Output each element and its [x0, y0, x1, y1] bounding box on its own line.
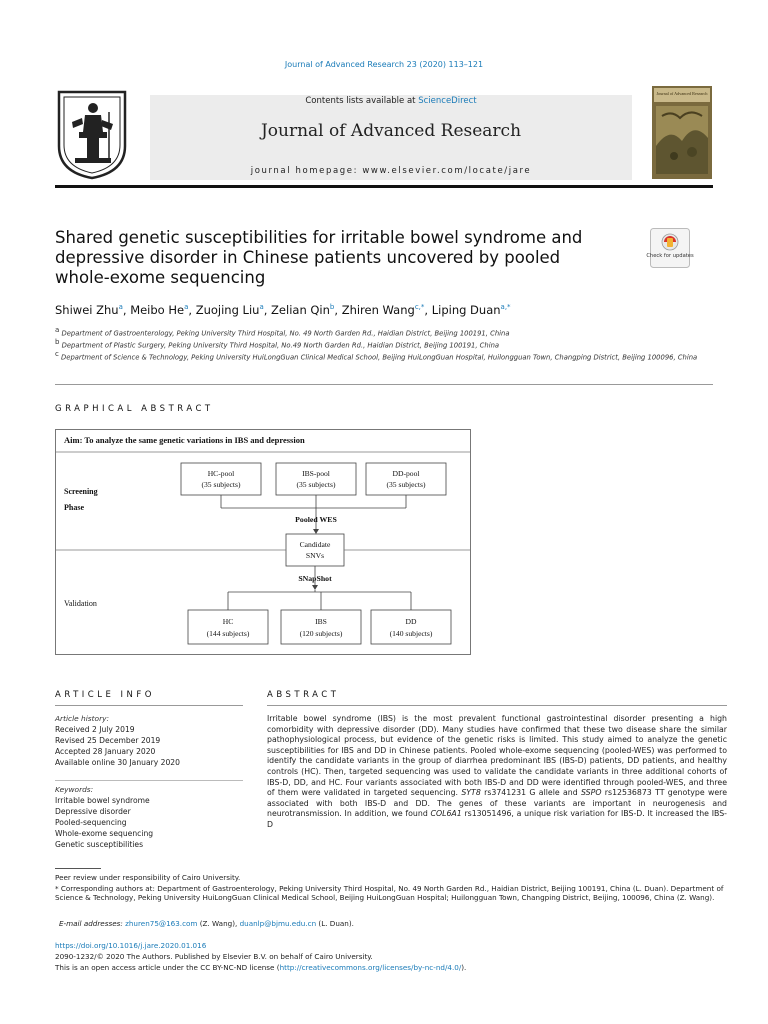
journal-reference-link[interactable]: Journal of Advanced Research 23 (2020) 113–121 — [284, 60, 484, 69]
contents-prefix: Contents lists available at — [305, 96, 419, 106]
gene-name: SSPO — [581, 788, 602, 798]
affiliation-b — [55, 338, 725, 351]
author-separator: , — [424, 303, 432, 317]
ga-ibs-pool-count: (35 subjects) — [296, 480, 336, 489]
email-link-duan[interactable]: duanlp@bjmu.edu.cn — [239, 919, 317, 928]
ga-ibs-cohort-count: (120 subjects) — [299, 629, 343, 638]
ga-screening-label: Screening — [64, 487, 98, 496]
license-line — [55, 963, 727, 972]
ga-candidate-box — [286, 534, 344, 566]
keywords-rule — [55, 780, 243, 781]
gene-name: COL6A1 — [430, 809, 462, 819]
author-name: Zelian Qin — [271, 303, 330, 317]
ga-dd-pool-label: DD-pool — [392, 469, 420, 478]
ga-hc-cohort-box — [188, 610, 268, 644]
article-info-rule — [55, 705, 243, 706]
affiliation-c — [55, 350, 725, 363]
keyword: Pooled-sequencing — [55, 818, 127, 827]
history-accepted: Accepted 28 January 2020 — [55, 747, 156, 756]
author-name: Zhiren Wang — [341, 303, 415, 317]
check-badge-text: Check for updates — [646, 253, 694, 259]
ga-ibs-pool-label: IBS-pool — [302, 469, 330, 478]
author-separator: , — [263, 303, 272, 317]
author-name: Zuojing Liu — [195, 303, 260, 317]
ga-validation-label: Validation — [64, 599, 97, 608]
ga-dd-cohort-box — [371, 610, 451, 644]
history-revised: Revised 25 December 2019 — [55, 736, 161, 745]
abstract-heading: ABSTRACT — [267, 690, 340, 700]
doi-link[interactable]: https://doi.org/10.1016/j.jare.2020.01.016 — [55, 941, 207, 950]
ga-hc-cohort-count: (144 subjects) — [206, 629, 250, 638]
ga-ibs-cohort-box — [281, 610, 361, 644]
author-affiliation-link[interactable]: a — [184, 303, 189, 312]
journal-cover-image — [652, 86, 712, 179]
author-affiliation-link[interactable]: a — [259, 303, 264, 312]
keyword: Genetic susceptibilities — [55, 840, 144, 849]
gene-name: SYT8 — [461, 788, 481, 798]
article-info-heading: ARTICLE INFO — [55, 690, 155, 700]
affiliation-text: Department of Science & Technology, Peking University HuiLongGuan Clinical Medical School, Beijing HuiLongGuan Hospital, Huilongguan Town, Changping District, Beijing 100096, China — [61, 353, 698, 362]
author-affiliation-link[interactable]: a — [118, 303, 123, 312]
sciencedirect-link[interactable]: ScienceDirect — [418, 96, 477, 106]
ga-dd-cohort-count: (140 subjects) — [389, 629, 433, 638]
affiliation-marker: b — [55, 338, 60, 346]
email-owner: (L. Duan). — [316, 919, 354, 928]
email-label: E-mail addresses: — [59, 919, 126, 928]
divider — [55, 384, 713, 385]
keyword: Whole-exome sequencing — [55, 829, 154, 838]
affiliation-text: Department of Gastroenterology, Peking University Third Hospital, No. 49 North Garden Rd., Haidian District, Beijing 100191, China — [61, 329, 510, 338]
ga-dd-cohort-label: DD — [405, 617, 417, 626]
header-rule — [55, 185, 713, 188]
author-list — [55, 303, 675, 317]
email-link-wang[interactable]: zhuren75@163.com — [125, 919, 198, 928]
abstract-segment: rs13051496, a unique risk variation for IBS-D. It increased the IBS-D — [267, 809, 727, 829]
ga-aim: Aim: To analyze the same genetic variations in IBS and depression — [64, 435, 305, 445]
contents-availability-line — [150, 96, 632, 106]
ga-dd-pool-box — [366, 463, 446, 495]
abstract-segment: Irritable bowel syndrome (IBS) is the most prevalent functional gastrointestinal disorder presenting a high comorbidity with depressive disorder (DD). Many studies have confirmed that these two disease share the similar pathophysiological process, but evidence of the genetic risks is limited. This study aimed to analyze the genetic susceptibilities for IBS and DD in Chinese patients. Pooled whole-exome sequencing (pooled-WES) was performed to identify the candidate variants in the group of diarrhea predominant IBS (IBS-D) patients, DD patients, and healthy controls (HC). Then, targeted sequencing was used to validate the candidate variants in three additional cohorts of IBS-D, DD, and HC. Four variants associated with both IBS-D and DD were identified through pooled-WES, and three of them were validated in targeted sequencing. — [267, 714, 727, 798]
cover-title: Journal of Advanced Research — [656, 91, 708, 96]
author-affiliation-link[interactable]: c,* — [414, 303, 425, 312]
keyword: Depressive disorder — [55, 807, 131, 816]
journal-title: Journal of Advanced Research — [260, 121, 522, 141]
abstract-rule — [267, 705, 727, 706]
abstract-text — [267, 714, 727, 831]
ga-ibs-cohort-label: IBS — [315, 617, 327, 626]
keyword: Irritable bowel syndrome — [55, 796, 150, 805]
cairo-university-logo — [55, 88, 129, 180]
article-history-label: Article history: — [55, 714, 109, 723]
affiliation-marker: a — [55, 326, 60, 334]
author-name: Shiwei Zhu — [55, 303, 119, 317]
author-affiliation-link[interactable]: a,* — [500, 303, 511, 312]
author-name: Liping Duan — [431, 303, 501, 317]
ga-snvs-label: SNVs — [305, 551, 325, 560]
graphical-abstract-heading: GRAPHICAL ABSTRACT — [55, 404, 214, 414]
affiliation-marker: c — [55, 350, 59, 358]
author-separator: , — [122, 303, 131, 317]
ga-hc-cohort-label: HC — [222, 617, 234, 626]
history-online: Available online 30 January 2020 — [55, 758, 180, 767]
ga-hc-pool-label: HC-pool — [207, 469, 235, 478]
author-affiliation-link[interactable]: b — [329, 303, 335, 312]
email-addresses — [55, 919, 727, 928]
corresponding-authors-note: * Corresponding authors at: Department of Gastroenterology, Peking University Third Hospital, No. 49 North Garden Rd., Haidian District, Beijing 100191, China (L. Duan). Department of Science & Technology, Peking University HuiLongGuan Clinical Medical School, Beijing HuiLongGuan Hospital; Huilongguan Town, Changping District, Beijing, 100096, China (Z. Wang). — [55, 884, 724, 903]
peer-review-note: Peer review under responsibility of Cairo University. — [55, 873, 241, 882]
graphical-abstract-figure — [55, 429, 471, 655]
abstract-segment: rs3741231 G allele and — [480, 788, 581, 798]
keywords-label: Keywords: — [55, 785, 94, 794]
footnote-rule — [55, 868, 101, 869]
affiliation-a — [55, 326, 725, 339]
issn-copyright: 2090-1232/© 2020 The Authors. Published by Elsevier B.V. on behalf of Cairo University. — [55, 952, 373, 961]
article-title: Shared genetic susceptibilities for irritable bowel syndrome and depressive disorder in Chinese patients uncovered by pooled whole-exome sequencing — [55, 228, 583, 287]
ga-candidate-label: Candidate — [299, 540, 331, 549]
ga-snapshot-label: SNapShot — [298, 574, 332, 583]
license-link[interactable]: http://creativecommons.org/licenses/by-nc-nd/4.0/ — [279, 963, 462, 972]
author-name: Meibo He — [130, 303, 185, 317]
license-prefix: This is an open access article under the CC BY-NC-ND license ( — [55, 963, 280, 972]
author-separator: , — [188, 303, 196, 317]
svg-text:Check for updates — [646, 253, 694, 259]
journal-homepage-link[interactable]: journal homepage: www.elsevier.com/locate/jare — [250, 166, 532, 176]
ga-phase-label: Phase — [64, 503, 84, 512]
ga-ibs-pool-box — [276, 463, 356, 495]
ga-dd-pool-count: (35 subjects) — [386, 480, 426, 489]
doi-link-line — [55, 941, 727, 950]
license-suffix: ). — [461, 963, 467, 972]
ga-pooled-wes-label: Pooled WES — [295, 515, 337, 524]
ga-hc-pool-box — [181, 463, 261, 495]
affiliation-text: Department of Plastic Surgery, Peking University Third Hospital, No.49 North Garden Rd., Haidian District, Beijing 100191, China — [61, 341, 500, 350]
check-for-updates-badge[interactable] — [646, 228, 694, 268]
history-received: Received 2 July 2019 — [55, 725, 135, 734]
abstract-segment: rs12536873 TT genotype were associated with both IBS-D and DD. The genes of these variants are important in neurogenesis and neurotransmission. In addition, we found — [267, 788, 728, 819]
author-separator: , — [334, 303, 342, 317]
ga-hc-pool-count: (35 subjects) — [201, 480, 241, 489]
email-owner: (Z. Wang), — [197, 919, 240, 928]
